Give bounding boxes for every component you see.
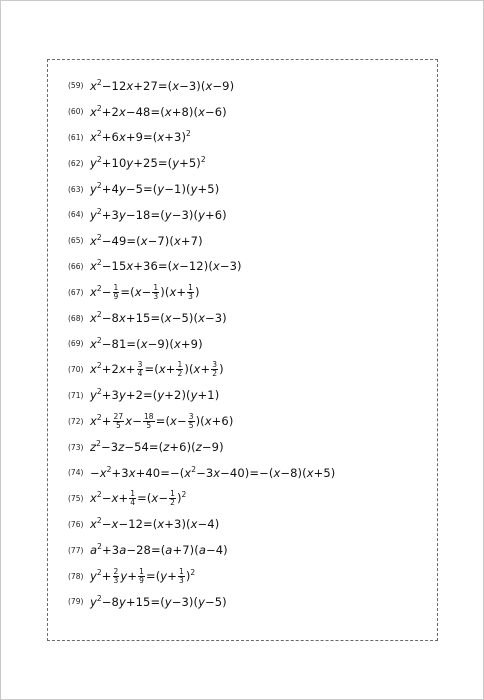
- problem-item: [68, 357, 433, 383]
- problem-number: (66): [68, 261, 84, 271]
- problem-equation: $x^2-x+$ $\frac{1}{4}$ =(x− $\frac{1}{2}$ )$^2$: [90, 489, 187, 508]
- problem-equation: $x^2-15x+36=(x-12)(x-3)$: [90, 258, 242, 274]
- problem-number: (67): [68, 287, 84, 297]
- problem-number: (70): [68, 365, 84, 375]
- problem-item: [68, 434, 433, 460]
- problem-equation: $x^2+2x+$ $\frac{3}{4}$ =(x+ $\frac{1}{2}$ )(x+ $\frac{3}{2}$ ): [90, 360, 224, 379]
- problem-number: (79): [68, 597, 84, 607]
- problem-number: (61): [68, 132, 84, 142]
- problem-equation: $x^2-12x+27=(x-3)(x-9)$: [90, 77, 235, 93]
- problem-item: [68, 563, 433, 589]
- problem-equation: $a^2+3a-28=(a+7)(a-4)$: [90, 542, 228, 558]
- problem-number: (73): [68, 442, 84, 452]
- problem-item: [68, 537, 433, 563]
- problem-item: [68, 383, 433, 409]
- problem-list: [68, 73, 433, 615]
- problem-item: [68, 150, 433, 176]
- problem-equation: $y^2+4y-5=(y-1)(y+5)$: [90, 181, 220, 197]
- problem-item: [68, 460, 433, 486]
- problem-equation: $x^2-x-12=(x+3)(x-4)$: [90, 516, 220, 532]
- problem-item: [68, 408, 433, 434]
- problem-equation: $x^2+6x+9=(x+3)^2$: [90, 129, 191, 145]
- problem-item: [68, 589, 433, 615]
- problem-item: [68, 73, 433, 99]
- problem-item: [68, 228, 433, 254]
- problem-number: (68): [68, 313, 84, 323]
- problem-equation: $x^2-81=(x-9)(x+9)$: [90, 335, 203, 351]
- problem-item: [68, 331, 433, 357]
- problem-number: (71): [68, 390, 84, 400]
- problem-item: [68, 512, 433, 538]
- problem-number: (72): [68, 416, 84, 426]
- problem-number: (59): [68, 81, 84, 91]
- problem-number: (78): [68, 571, 84, 581]
- dashed-answer-frame: [47, 59, 438, 641]
- problem-number: (69): [68, 339, 84, 349]
- problem-item: [68, 176, 433, 202]
- problem-equation: $y^2+10y+25=(y+5)^2$: [90, 155, 206, 171]
- problem-equation: $x^2-$ $\frac{1}{9}$ =(x− $\frac{1}{3}$ )(x+ $\frac{1}{3}$ ): [90, 282, 200, 301]
- problem-equation: $y^2+3y-18=(y-3)(y+6)$: [90, 206, 227, 222]
- problem-number: (65): [68, 236, 84, 246]
- problem-equation: $y^2+$ $\frac{2}{3}$ y+ $\frac{1}{9}$ =(y+ $\frac{1}{3}$ )$^2$: [90, 566, 196, 585]
- problem-equation: $x^2-8x+15=(x-5)(x-3)$: [90, 310, 227, 326]
- problem-number: (75): [68, 494, 84, 504]
- problem-item: [68, 125, 433, 151]
- problem-number: (76): [68, 519, 84, 529]
- problem-number: (62): [68, 158, 84, 168]
- problem-equation: $x^2+2x-48=(x+8)(x-6)$: [90, 103, 227, 119]
- problem-number: (77): [68, 545, 84, 555]
- problem-item: [68, 305, 433, 331]
- problem-item: [68, 99, 433, 125]
- problem-equation: $z^2-3z-54=(z+6)(z-9)$: [90, 439, 224, 455]
- problem-item: [68, 486, 433, 512]
- problem-item: [68, 279, 433, 305]
- problem-equation: $-x^2+3x+40=-(x^2-3x-40)=-(x-8)(x+5)$: [90, 464, 336, 480]
- problem-number: (74): [68, 468, 84, 478]
- problem-equation: $x^2+$ $\frac{27}{5}$ x− $\frac{18}{5}$ =(x− $\frac{3}{5}$ )(x+6): [90, 411, 234, 430]
- problem-number: (63): [68, 184, 84, 194]
- problem-equation: $y^2+3y+2=(y+2)(y+1)$: [90, 387, 220, 403]
- problem-equation: $x^2-49=(x-7)(x+7)$: [90, 232, 203, 248]
- problem-equation: $y^2-8y+15=(y-3)(y-5)$: [90, 593, 227, 609]
- problem-number: (64): [68, 210, 84, 220]
- problem-item: [68, 202, 433, 228]
- problem-number: (60): [68, 107, 84, 117]
- problem-item: [68, 254, 433, 280]
